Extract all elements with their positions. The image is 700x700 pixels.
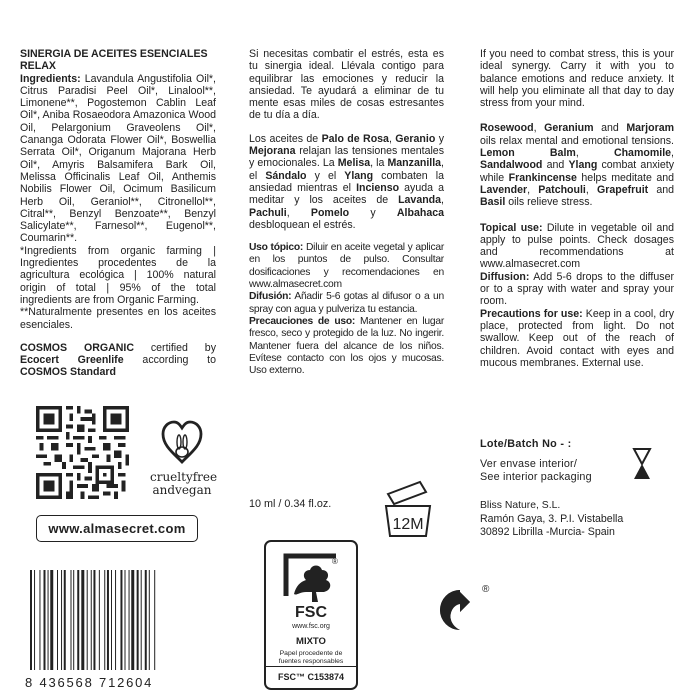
volume-label: 10 ml / 0.34 fl.oz. bbox=[249, 498, 332, 510]
uso-topico bbox=[249, 242, 444, 291]
text-segment: , bbox=[671, 147, 674, 160]
oil-name: Pomelo bbox=[310, 206, 350, 219]
barcode-bar bbox=[73, 570, 74, 670]
barcode-bar bbox=[129, 570, 130, 670]
and-vegan-text: andvegan bbox=[152, 483, 212, 497]
text-segment: and bbox=[542, 159, 569, 172]
text-segment: , bbox=[533, 122, 545, 135]
oil-name: Albahaca bbox=[396, 206, 445, 219]
cosmos-certification bbox=[20, 342, 216, 379]
cruelty-free-text: crueltyfree bbox=[150, 470, 218, 484]
text-segment: y bbox=[435, 132, 444, 145]
oil-name: Incienso bbox=[356, 181, 400, 194]
topical-text: Dilute in vegetable oil and apply to pulse points. Check dosages and recommendations at www.almasecret.com bbox=[480, 221, 675, 271]
barcode-bar bbox=[149, 570, 150, 670]
diffusion-text: Add 5-6 drops to the diffuser or to a spray with water and spray your room. bbox=[480, 270, 674, 308]
fsc-desc-line2: fuentes responsables bbox=[278, 658, 344, 665]
text-segment: and bbox=[648, 183, 675, 196]
barcode-bar bbox=[30, 570, 32, 670]
open-jar-icon bbox=[380, 478, 436, 540]
text-segment: , el bbox=[249, 157, 444, 182]
english-column bbox=[480, 48, 674, 369]
barcode-bar bbox=[81, 570, 84, 670]
ingredients-label: Ingredients: bbox=[20, 72, 81, 85]
cosmos-text1: certified by bbox=[133, 341, 216, 354]
text-segment: , bbox=[575, 147, 614, 160]
fsc-code: FSC™ C153874 bbox=[277, 672, 345, 682]
text-segment: and bbox=[593, 122, 627, 135]
barcode-bar bbox=[125, 570, 126, 670]
text-segment: Los aceites de bbox=[249, 132, 322, 145]
cosmos-text2: according to bbox=[123, 354, 217, 367]
fsc-desc-line1: Papel procedente de bbox=[279, 650, 343, 657]
text-segment: oils relieve stress. bbox=[505, 196, 593, 209]
text-segment: , bbox=[388, 132, 396, 145]
oil-name: Palo de Rosa bbox=[321, 132, 389, 145]
fsc-desc bbox=[266, 650, 356, 666]
precauciones-label: Precauciones de uso: bbox=[249, 315, 356, 327]
precauciones-text: Mantener en lugar fresco, seco y protegido de la luz. No ingerir. Mantener fuera del alcance de los niños. Evítese contacto con los ojos y mucosas. Uso externo. bbox=[249, 315, 444, 377]
barcode-bar bbox=[77, 570, 79, 670]
fsc-label bbox=[264, 540, 358, 690]
oil-name: Lavender bbox=[480, 183, 528, 196]
barcode-bar bbox=[131, 570, 134, 670]
oil-name: Basil bbox=[480, 196, 506, 209]
intro-es: Si necesitas combatir el estrés, esta es tu sinergia ideal. Llévala contigo para equilibrar las emociones y reducir la ansiedad. Te ayudará a eliminar de tu mente esas miles de cosas estresantes de tu día a día. bbox=[249, 48, 444, 122]
organic-note: *Ingredients from organic farming | Ingredientes procedentes de la agricultura ecológica | 100% natural origin of total | 95% of the total ingredients are from Organic Farming. bbox=[20, 244, 216, 306]
oil-name: Ylang bbox=[344, 169, 374, 182]
oil-name: Geranium bbox=[544, 122, 594, 135]
cosmos-organic: COSMOS ORGANIC bbox=[20, 341, 134, 354]
text-segment: combat anxiety while bbox=[480, 159, 674, 184]
oil-name: Mejorana bbox=[249, 145, 296, 158]
text-segment: , bbox=[585, 183, 597, 196]
diffusion-label: Diffusion: bbox=[480, 270, 530, 283]
barcode-bar bbox=[39, 570, 40, 670]
barcode-bar bbox=[93, 570, 95, 670]
oil-name: Rosewood bbox=[480, 122, 534, 135]
cruelty-free-logo bbox=[150, 418, 218, 497]
topical-label: Topical use: bbox=[480, 221, 543, 234]
precautions bbox=[480, 308, 674, 369]
barcode-bar bbox=[71, 570, 72, 670]
barcode-number: 8 436568 712604 bbox=[25, 675, 154, 690]
pao-label: 12M bbox=[392, 516, 424, 533]
oil-name: Geranio bbox=[395, 132, 436, 145]
oil-name: Lavanda bbox=[398, 194, 442, 207]
oil-name: Patchouli bbox=[538, 183, 586, 196]
barcode bbox=[22, 570, 192, 690]
oils-description-en bbox=[480, 122, 674, 208]
company-name: Bliss Nature, S.L. bbox=[480, 500, 561, 511]
oil-name: Grapefruit bbox=[596, 183, 649, 196]
see-packaging-en: See interior packaging bbox=[480, 471, 592, 483]
fsc-tree-icon bbox=[266, 546, 356, 608]
barcode-bar bbox=[57, 570, 58, 670]
text-segment: y bbox=[349, 206, 397, 219]
oil-name: Sándalo bbox=[265, 169, 307, 182]
company-address-line2: 30892 Librilla -Murcia- Spain bbox=[480, 525, 615, 538]
barcode-bar bbox=[137, 570, 139, 670]
oil-name: Frankincense bbox=[508, 171, 577, 184]
precautions-label: Precautions for use: bbox=[480, 307, 583, 320]
product-title-line2: RELAX bbox=[20, 60, 56, 73]
ingredients-text: Lavandula Angustifolia Oil*, Citrus Paradisi Peel Oil*, Linalool**, Limonene**, Pogostemon Cablin Leaf Oil*, Aniba Rosaeodora Amazonica Wood Oil, Pelargonium Graveolens Oil*, Cananga Odorata Flower Oil*, Boswellia Serrata Oil*, Origanum Majorana Herb Oil*, Amyris Balsamifera Bark Oil, Melissa Officinalis Leaf Oil, Anthemis Nobilis Flower Oil, Ocimum Basilicum Herb Oil, Geraniol**, Citronellol**, Citral**, Benzyl Benzoate**, Benzyl Salicylate**, Farnesol**, Eugenol**, Coumarin**. bbox=[20, 72, 216, 245]
barcode-bar bbox=[145, 570, 147, 670]
text-segment: , bbox=[441, 194, 444, 207]
oil-name: Marjoram bbox=[626, 122, 675, 135]
difusion bbox=[249, 291, 444, 316]
barcode-bar bbox=[107, 570, 109, 670]
green-dot-recycle-icon bbox=[436, 582, 488, 634]
intro-en: If you need to combat stress, this is your ideal synergy. Carry it with you to balance emotions and reduce anxiety. It will help you eliminate all that day to day stress from your mind. bbox=[480, 48, 674, 110]
difusion-label: Difusión: bbox=[249, 291, 292, 303]
barcode-bar bbox=[141, 570, 142, 670]
barcode-bar bbox=[44, 570, 46, 670]
text-segment: , bbox=[286, 206, 311, 219]
barcode-bar bbox=[99, 570, 100, 670]
barcode-bar bbox=[115, 570, 116, 670]
qr-code[interactable] bbox=[36, 406, 129, 499]
website-box[interactable]: www.almasecret.com bbox=[36, 515, 198, 542]
barcode-bar bbox=[91, 570, 92, 670]
text-segment: , la bbox=[370, 157, 388, 170]
see-packaging-es: Ver envase interior/ bbox=[480, 458, 578, 470]
text-segment: combaten la ansiedad mientras el bbox=[249, 169, 444, 194]
text-segment: , bbox=[527, 183, 539, 196]
ingredients-list bbox=[20, 73, 216, 245]
fsc-url: www.fsc.org bbox=[292, 623, 330, 630]
barcode-bar bbox=[111, 570, 112, 670]
text-segment: oils relax mental and emotional tensions. bbox=[480, 134, 674, 147]
text-segment: helps meditate and bbox=[576, 171, 674, 184]
diffusion bbox=[480, 271, 674, 308]
natural-note: **Naturalmente presentes en los aceites esenciales. bbox=[20, 306, 216, 331]
fsc-registered-icon: ® bbox=[332, 557, 338, 566]
batch-label: Lote/Batch No - : bbox=[480, 438, 572, 450]
barcode-bar bbox=[104, 570, 105, 670]
text-segment: desbloquean el estrés. bbox=[249, 218, 356, 231]
text-segment: ayuda a meditar y los aceites de bbox=[249, 181, 444, 207]
fsc-logo-text: FSC bbox=[295, 604, 327, 621]
cosmos-ecocert: Ecocert Greenlife bbox=[20, 354, 124, 367]
oil-name: Sandalwood bbox=[480, 159, 543, 172]
difusion-text: Añadir 5-6 gotas al difusor o a un spray con agua y pulveriza tu estancia. bbox=[249, 291, 444, 315]
uso-topico-label: Uso tópico: bbox=[249, 242, 304, 254]
company-address-line1: Ramón Gaya, 3. P.I. Vistabella bbox=[480, 512, 624, 525]
oil-name: Melisa bbox=[337, 157, 371, 170]
barcode-bar bbox=[34, 570, 35, 670]
oil-name: Manzanilla bbox=[387, 157, 442, 170]
barcode-bar bbox=[87, 570, 88, 670]
oil-name: Ylang bbox=[568, 159, 598, 172]
precautions-text: Keep in a cool, dry place, protected from light. Do not swallow. Keep out of the reach of children. Avoid contact with eyes and mucous membranes. External use. bbox=[480, 307, 674, 369]
barcode-bar bbox=[61, 570, 62, 670]
cosmos-standard: COSMOS Standard bbox=[20, 366, 116, 379]
text-segment: relajan las tensiones mentales y emocionales. La bbox=[249, 145, 444, 170]
product-title-line1: SINERGIA DE ACEITES ESENCIALES bbox=[20, 48, 208, 60]
product-title bbox=[20, 48, 216, 73]
barcode-bar bbox=[154, 570, 155, 670]
oil-name: Pachuli bbox=[249, 206, 287, 219]
oil-name: Lemon Balm bbox=[480, 147, 576, 160]
topical-use bbox=[480, 222, 674, 271]
see-packaging bbox=[480, 458, 592, 484]
uso-topico-text: Diluir en aceite vegetal y aplicar en los puntos de pulso. Consultar dosificaciones y recomendaciones en www.almasecret.com bbox=[249, 242, 445, 291]
hourglass-icon bbox=[632, 447, 652, 481]
barcode-bar bbox=[48, 570, 49, 670]
precauciones bbox=[249, 316, 444, 377]
text-segment: y el bbox=[306, 169, 345, 182]
barcode-bar bbox=[120, 570, 122, 670]
bunny-heart-icon bbox=[160, 418, 204, 466]
barcode-bar bbox=[50, 570, 53, 670]
ingredients-column bbox=[20, 48, 216, 379]
oil-name: Chamomile bbox=[613, 147, 672, 160]
fsc-mixto: MIXTO bbox=[296, 636, 326, 647]
registered-mark: ® bbox=[482, 584, 490, 595]
barcode-bar bbox=[64, 570, 66, 670]
oils-description-es bbox=[249, 133, 444, 231]
spanish-column bbox=[249, 48, 444, 377]
company-info bbox=[480, 500, 623, 538]
